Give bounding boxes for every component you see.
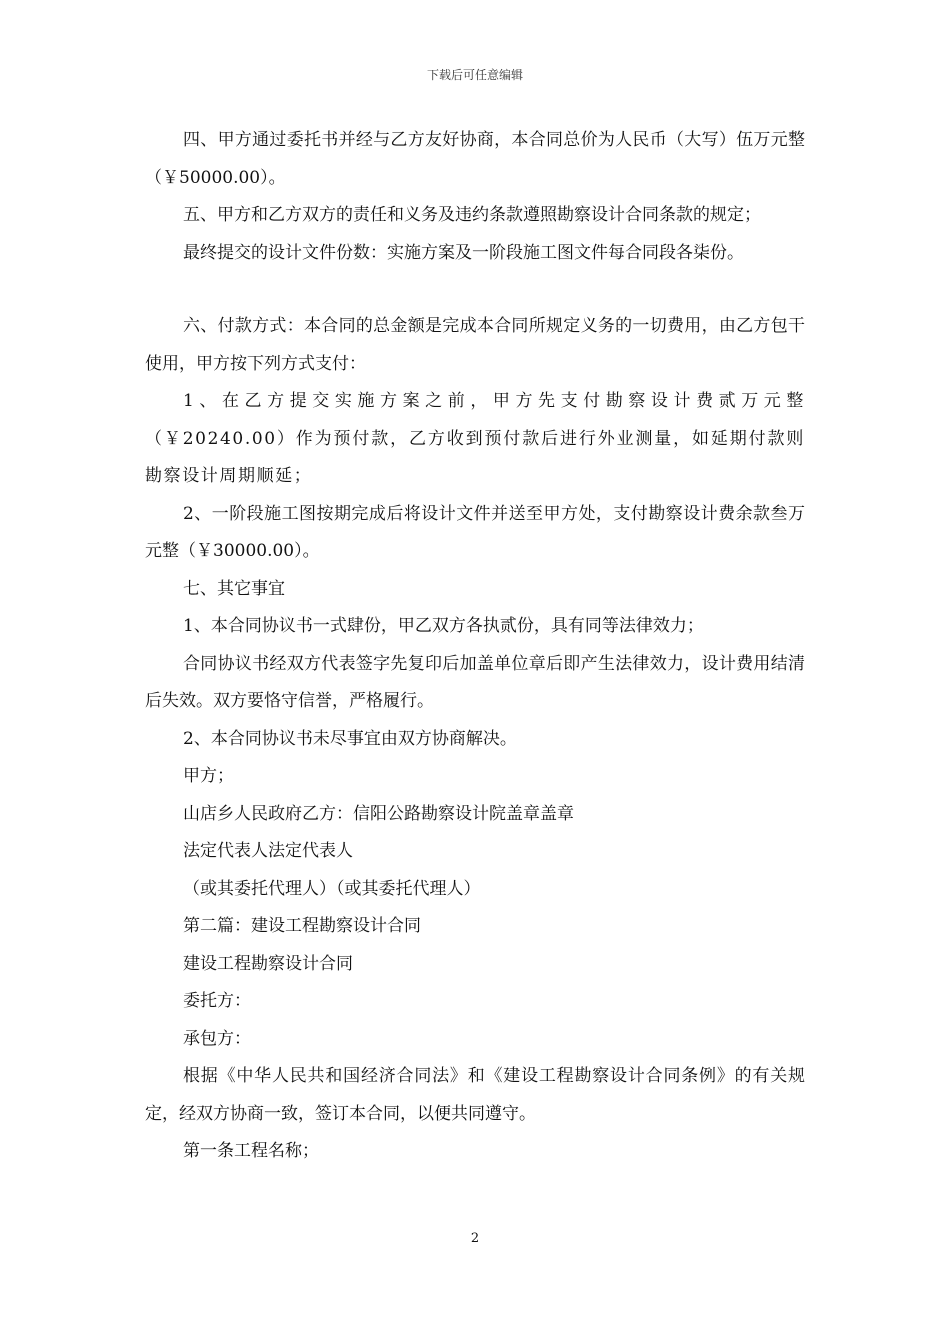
article-1: 第一条工程名称； [183,1141,319,1161]
paragraph-copies: 最终提交的设计文件份数：实施方案及一阶段施工图文件每合同段各柒份。 [183,242,744,263]
client-label: 委托方： [183,991,251,1011]
party-a-label: 甲方； [183,766,234,786]
paragraph-payment-2: 2、一阶段施工图按期完成后将设计文件并送至甲方处，支付勘察设计费余款叁万元整（￥30000.00）。 [145,503,805,561]
page-header: 下载后可任意编辑 [426,68,523,82]
paragraph-gap [145,272,805,308]
page-number: 2 [470,1231,480,1246]
document-body [145,122,805,1171]
paragraph-payment: 六、付款方式：本合同的总金额是完成本合同所规定义务的一切费用，由乙方包干使用，甲方按下列方式支付： [145,316,805,374]
agents-line: （或其委托代理人）（或其委托代理人） [183,878,481,899]
paragraph-effect: 合同协议书经双方代表签字先复印后加盖单位章后即产生法律效力，设计费用结清后失效。双方要恪守信誉，严格履行。 [145,653,805,711]
paragraph-price: 四、甲方通过委托书并经与乙方友好协商，本合同总价为人民币（大写）伍万元整（￥50000.00）。 [145,130,805,188]
paragraph-payment-1: 1、在乙方提交实施方案之前，甲方先支付勘察设计费贰万元整（￥20240.00）作为预付款，乙方收到预付款后进行外业测量，如延期付款则勘察设计周期顺延； [145,391,805,486]
paragraph-other-heading: 七、其它事宜 [183,578,285,599]
paragraph-obligations: 五、甲方和乙方双方的责任和义务及违约条款遵照勘察设计合同条款的规定； [183,205,761,225]
parties-line: 山店乡人民政府乙方：信阳公路勘察设计院盖章盖章 [183,803,574,824]
paragraph-basis: 根据《中华人民共和国经济合同法》和《建设工程勘察设计合同条例》的有关规定，经双方协商一致，签订本合同，以便共同遵守。 [145,1066,805,1124]
section-title: 第二篇：建设工程勘察设计合同 [183,916,421,936]
paragraph-other-2: 2、本合同协议书未尽事宜由双方协商解决。 [183,728,517,749]
paragraph-other-1: 1、本合同协议书一式肆份，甲乙双方各执贰份，具有同等法律效力； [183,616,704,636]
contractor-label: 承包方： [183,1028,251,1049]
contract-title: 建设工程勘察设计合同 [183,953,353,974]
representatives-line: 法定代表人法定代表人 [183,841,353,861]
